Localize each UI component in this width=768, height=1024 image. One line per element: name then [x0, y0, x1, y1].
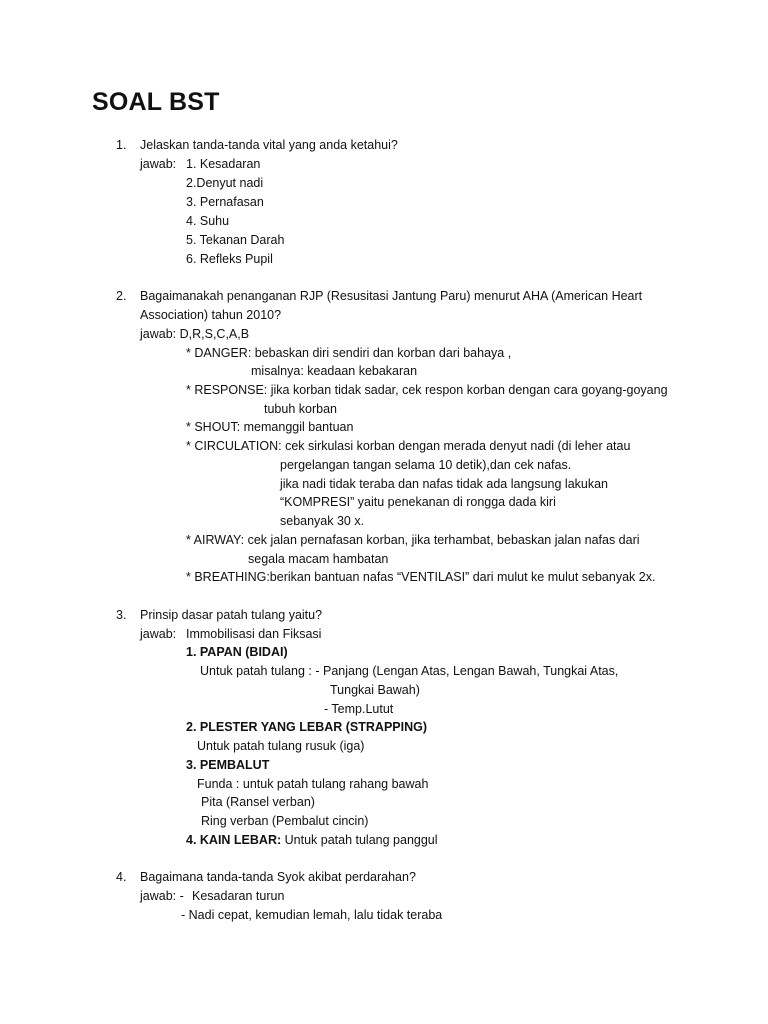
q2-response-1: * RESPONSE: jika korban tidak sadar, cek respon korban dengan cara goyang-goyang [186, 383, 668, 397]
q2-breathing: * BREATHING:berikan bantuan nafas “VENTILASI” dari mulut ke mulut sebanyak 2x. [186, 570, 656, 584]
q1-answer-1: 1. Kesadaran [186, 157, 261, 171]
q2-airway-2: segala macam hambatan [248, 552, 389, 566]
q2-airway-1: * AIRWAY: cek jalan pernafasan korban, jika terhambat, bebaskan jalan nafas dari [186, 533, 640, 547]
q1-answer-label: jawab: [140, 157, 177, 171]
q2-question-line1: Bagaimanakah penanganan RJP (Resusitasi Jantung Paru) menurut AHA (American Heart [140, 289, 643, 303]
q3-pembalut-line1: Funda : untuk patah tulang rahang bawah [197, 777, 429, 791]
q1-answer-2: 2.Denyut nadi [186, 176, 264, 190]
q1-answer-5: 5. Tekanan Darah [186, 233, 285, 247]
q2-number: 2. [116, 289, 127, 303]
q2-shout: * SHOUT: memanggil bantuan [186, 420, 354, 434]
q2-question-line2: Association) tahun 2010? [140, 308, 282, 322]
q3-answer: Immobilisasi dan Fiksasi [186, 627, 322, 641]
q3-question: Prinsip dasar patah tulang yaitu? [140, 608, 323, 622]
q1-answer-3: 3. Pernafasan [186, 195, 264, 209]
q2-circulation-4: “KOMPRESI” yaitu penekanan di rongga dada kiri [280, 495, 556, 509]
q3-pembalut-line2: Pita (Ransel verban) [201, 795, 315, 809]
q2-circulation-5: sebanyak 30 x. [280, 514, 365, 528]
q2-circulation-3: jika nadi tidak teraba dan nafas tidak ada langsung lakukan [280, 477, 609, 491]
q3-pembalut-heading-text: 3. PEMBALUT [186, 758, 270, 772]
q4-number: 4. [116, 870, 127, 884]
q3-papan-line1: Untuk patah tulang : - Panjang (Lengan Atas, Lengan Bawah, Tungkai Atas, [200, 664, 619, 678]
q3-papan-heading [186, 644, 288, 660]
q3-answer-label: jawab: [140, 627, 177, 641]
page-title: SOAL BST [92, 88, 220, 116]
q2-response-2: tubuh korban [264, 402, 337, 416]
q1-answer-4: 4. Suhu [186, 214, 230, 228]
q4-answer-label: jawab: - [140, 889, 184, 903]
q3-papan-line2: Tungkai Bawah) [330, 683, 420, 697]
q3-plester-heading [186, 719, 427, 735]
q4-answer-1: Kesadaran turun [192, 889, 285, 903]
q2-answer: jawab: D,R,S,C,A,B [140, 327, 250, 341]
q3-kain-text: Untuk patah tulang panggul [281, 833, 438, 847]
q3-pembalut-line3: Ring verban (Pembalut cincin) [201, 814, 369, 828]
q3-kain-heading: 4. KAIN LEBAR: [186, 833, 282, 847]
q2-danger-2: misalnya: keadaan kebakaran [251, 364, 418, 378]
q2-circulation-2: pergelangan tangan selama 10 detik),dan cek nafas. [280, 458, 572, 472]
q2-danger-1: * DANGER: bebaskan diri sendiri dan korban dari bahaya , [186, 346, 512, 360]
q1-answer-6: 6. Refleks Pupil [186, 252, 273, 266]
q1-question: Jelaskan tanda-tanda vital yang anda ketahui? [140, 138, 398, 152]
q1-number: 1. [116, 138, 127, 152]
q3-number: 3. [116, 608, 127, 622]
q3-plester-line1: Untuk patah tulang rusuk (iga) [197, 739, 365, 753]
q2-circulation-1: * CIRCULATION: cek sirkulasi korban dengan merada denyut nadi (di leher atau [186, 439, 631, 453]
q3-papan-line3: - Temp.Lutut [324, 702, 394, 716]
q3-plester-heading-text: 2. PLESTER YANG LEBAR (STRAPPING) [186, 720, 428, 734]
q4-answer-2: - Nadi cepat, kemudian lemah, lalu tidak teraba [181, 908, 443, 922]
q3-papan-heading-text: 1. PAPAN (BIDAI) [186, 645, 288, 659]
q4-question: Bagaimana tanda-tanda Syok akibat perdarahan? [140, 870, 416, 884]
q3-kain-line [186, 832, 438, 848]
q3-pembalut-heading [186, 757, 269, 773]
